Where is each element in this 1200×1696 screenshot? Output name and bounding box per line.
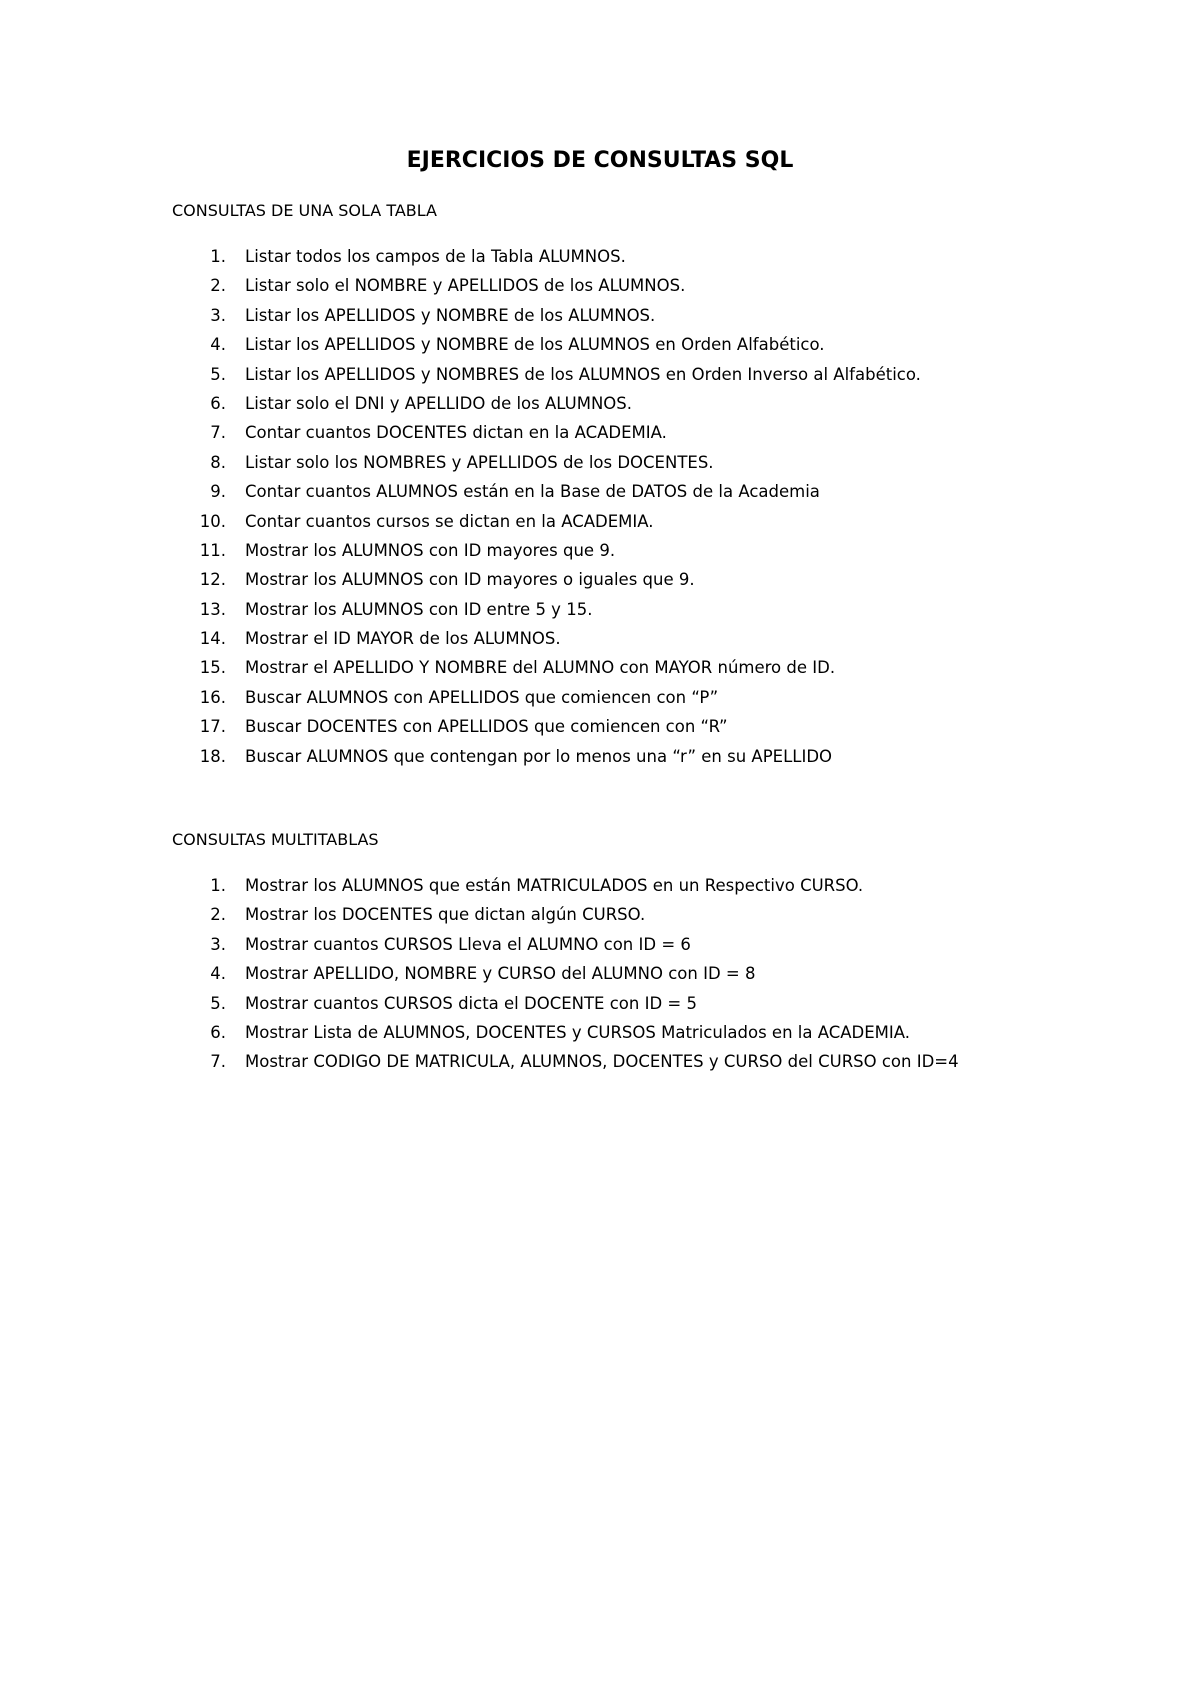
list-item-number: 6. [210, 1022, 226, 1042]
list-item-text: Contar cuantos cursos se dictan en la ACADEMIA. [245, 511, 654, 531]
list-item-text: Listar todos los campos de la Tabla ALUMNOS. [245, 247, 626, 266]
list-item-text: Buscar ALUMNOS que contengan por lo menos una “r” en su APELLIDO [245, 746, 833, 766]
list-item-number: 14. [199, 629, 226, 649]
list-item-text: Mostrar el ID MAYOR de los ALUMNOS. [245, 629, 561, 649]
document-title: EJERCICIOS DE CONSULTAS SQL [406, 148, 794, 173]
list-item-number: 18. [199, 746, 226, 766]
list-item-number: 4. [210, 964, 226, 984]
list-item-text: Mostrar el APELLIDO Y NOMBRE del ALUMNO con MAYOR número de ID. [245, 658, 836, 678]
list-item-number: 12. [199, 570, 226, 590]
list-item-number: 1. [210, 876, 226, 895]
list-item-text: Listar los APELLIDOS y NOMBRES de los ALUMNOS en Orden Inverso al Alfabético. [245, 364, 921, 384]
list-item-number: 9. [210, 482, 226, 502]
list-item-text: Mostrar los ALUMNOS que están MATRICULADOS en un Respectivo CURSO. [245, 876, 864, 895]
section-heading-single-table: CONSULTAS DE UNA SOLA TABLA [172, 201, 437, 220]
list-item-text: Listar solo el NOMBRE y APELLIDOS de los ALUMNOS. [245, 276, 686, 296]
list-item-text: Buscar ALUMNOS con APELLIDOS que comiencen con “P” [245, 687, 719, 707]
list-item-text: Listar los APELLIDOS y NOMBRE de los ALUMNOS en Orden Alfabético. [245, 335, 825, 355]
list-item-number: 3. [210, 934, 226, 954]
list-item-text: Mostrar los ALUMNOS con ID mayores o iguales que 9. [245, 570, 695, 590]
list-item-number: 5. [210, 993, 226, 1013]
list-item-text: Mostrar cuantos CURSOS Lleva el ALUMNO con ID = 6 [245, 934, 691, 954]
list-item-text: Contar cuantos DOCENTES dictan en la ACADEMIA. [245, 423, 667, 443]
list-item-text: Mostrar los ALUMNOS con ID mayores que 9. [245, 540, 616, 560]
list-item-number: 2. [210, 276, 226, 296]
list-item-text: Mostrar los DOCENTES que dictan algún CURSO. [245, 905, 646, 925]
list-item-text: Mostrar Lista de ALUMNOS, DOCENTES y CURSOS Matriculados en la ACADEMIA. [245, 1022, 911, 1042]
list-item-number: 11. [199, 540, 226, 560]
list-item-number: 2. [210, 905, 226, 925]
list-item-number: 10. [199, 511, 226, 531]
list-item-number: 1. [210, 247, 226, 266]
list-item-number: 8. [210, 452, 226, 472]
list-item-number: 5. [210, 364, 226, 384]
list-item-number: 7. [210, 1052, 226, 1072]
section-heading-multitable: CONSULTAS MULTITABLAS [172, 830, 379, 849]
list-item-number: 17. [199, 717, 226, 737]
list-item-number: 16. [199, 687, 226, 707]
list-item-number: 15. [199, 658, 226, 678]
list-item-text: Listar solo el DNI y APELLIDO de los ALUMNOS. [245, 393, 633, 413]
list-item-number: 7. [210, 423, 226, 443]
list-item-text: Listar los APELLIDOS y NOMBRE de los ALUMNOS. [245, 305, 656, 325]
list-item-text: Buscar DOCENTES con APELLIDOS que comiencen con “R” [245, 717, 728, 737]
list-item-text: Contar cuantos ALUMNOS están en la Base de DATOS de la Academia [245, 482, 820, 502]
list-item-text: Mostrar APELLIDO, NOMBRE y CURSO del ALUMNO con ID = 8 [245, 964, 756, 984]
list-item-text: Mostrar los ALUMNOS con ID entre 5 y 15. [245, 599, 593, 619]
list-item-number: 13. [199, 599, 226, 619]
list-item-number: 6. [210, 393, 226, 413]
list-item-number: 4. [210, 335, 226, 355]
list-item-text: Mostrar cuantos CURSOS dicta el DOCENTE con ID = 5 [245, 993, 697, 1013]
list-item-text: Listar solo los NOMBRES y APELLIDOS de los DOCENTES. [245, 452, 714, 472]
list-item-text: Mostrar CODIGO DE MATRICULA, ALUMNOS, DOCENTES y CURSO del CURSO con ID=4 [245, 1052, 959, 1072]
list-item-number: 3. [210, 305, 226, 325]
